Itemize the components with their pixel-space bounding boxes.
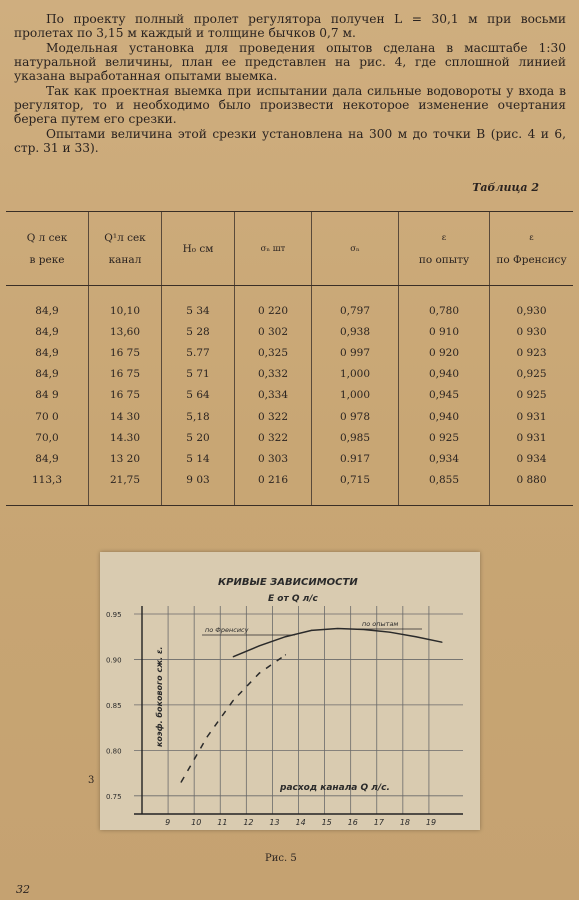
table-cell: 1,000: [312, 364, 399, 385]
table-cell: 14.30: [89, 427, 162, 448]
header-line: канал: [108, 253, 142, 266]
figure-caption: Рис. 5: [265, 853, 297, 864]
table-caption: Таблица 2: [472, 181, 539, 194]
table-cell: 5 71: [162, 364, 235, 385]
data-point: [389, 632, 390, 633]
header-line: ε: [441, 232, 447, 243]
data-point: [207, 736, 208, 737]
table-cell: 0 925: [399, 427, 490, 448]
table-row: [6, 406, 573, 427]
header-line: ε: [529, 232, 534, 243]
table-cell: 0,780: [399, 300, 490, 321]
table-cell: 0 997: [312, 342, 399, 363]
table-cell: 5.77: [162, 342, 235, 363]
table-row: [6, 300, 573, 321]
data-point: [415, 636, 416, 637]
col-header-sigma-sht: [235, 212, 312, 286]
chart-title-line1: КРИВЫЕ ЗАВИСИМОСТИ: [218, 577, 358, 588]
data-point: [233, 656, 234, 657]
table-cell: 84,9: [35, 304, 59, 317]
table-cell: 0 302: [235, 321, 312, 342]
table-cell: 0,925: [490, 364, 574, 385]
table-cell: 0 322: [235, 427, 312, 448]
data-point: [285, 636, 286, 637]
table-cell: 84,9: [35, 325, 59, 338]
col-header-q-canal: [89, 212, 162, 286]
table-cell: 0 978: [312, 406, 399, 427]
table-cell: 0 220: [235, 300, 312, 321]
x-tick-label: 17: [373, 818, 384, 827]
table-cell: 0,930: [490, 300, 574, 321]
table-cell: 70 0: [35, 410, 59, 423]
x-tick-label: 19: [425, 818, 437, 827]
table-cell: 0 910: [399, 321, 490, 342]
table-cell: 0,945: [399, 385, 490, 406]
table-cell: 0 303: [235, 448, 312, 469]
paragraph-4: Опытами величина этой срезки установлена на 300 м до точки B (рис. 4 и 6, стр. 31 и 33).: [14, 127, 566, 156]
header-line: Q¹л сек: [104, 231, 146, 244]
table-cell: 0,940: [399, 364, 490, 385]
y-tick-label: 0.90: [106, 656, 122, 665]
table-cell: 5 20: [162, 427, 235, 448]
table-row: [6, 342, 573, 363]
chart-svg: [100, 552, 480, 830]
table-cell: 5 64: [162, 385, 235, 406]
table-cell: 9 03: [162, 470, 235, 491]
table-cell: 0,940: [399, 406, 490, 427]
table-row: [6, 427, 573, 448]
header-line: по Френсису: [496, 253, 567, 266]
table-spacer: [6, 286, 573, 301]
header-line: σₙ шт: [260, 243, 286, 254]
table-cell: 0,334: [235, 385, 312, 406]
data-point: [441, 642, 442, 643]
data-point: [259, 645, 260, 646]
table-cell: 16 75: [89, 342, 162, 363]
table-cell: 0 930: [490, 321, 574, 342]
x-tick-label: 15: [321, 818, 332, 827]
table-cell: 0 923: [490, 342, 574, 363]
table-cell: 0,855: [399, 470, 490, 491]
table-cell: 14 30: [89, 406, 162, 427]
series-label-experiment: по опытам: [362, 620, 399, 628]
table-cell: 0,938: [312, 321, 399, 342]
header-line: σₙ: [350, 243, 360, 254]
x-tick-label: 14: [295, 818, 306, 827]
table-row: [6, 321, 573, 342]
data-point: [233, 700, 234, 701]
table-cell: 0 934: [490, 448, 574, 469]
table-cell: 0,985: [312, 427, 399, 448]
y-tick-label: 0.75: [106, 792, 122, 801]
x-tick-label: 11: [217, 818, 228, 827]
x-tick-label: 13: [269, 818, 280, 827]
header-line: H₀ см: [182, 242, 214, 255]
data-point: [337, 628, 338, 629]
paragraph-1: По проекту полный пролет регулятора получен L = 30,1 м при восьми пролетах по 3,15 м каждый и толщине бычков 0,7 м.: [14, 12, 566, 41]
figure-photo: [100, 552, 480, 830]
table-row: [6, 364, 573, 385]
col-header-q-river: [6, 212, 89, 286]
table-header-row: [6, 212, 573, 286]
data-point: [259, 672, 260, 673]
table-cell: 0 920: [399, 342, 490, 363]
paragraph-3: Так как проектная выемка при испытании дала сильные водовороты у входа в регулятор, то и необходимо было произвести некоторое изменение очертания берега путем его срезки.: [14, 84, 566, 127]
table-cell: 0,797: [312, 300, 399, 321]
x-tick-label: 9: [165, 818, 171, 827]
chart-title-line2: E от Q л/с: [268, 594, 318, 604]
table-cell: 0.917: [312, 448, 399, 469]
col-header-eps-francis: [490, 212, 574, 286]
series-line: [233, 629, 442, 657]
table-cell: 84 9: [35, 389, 59, 402]
table-cell: 16 75: [89, 364, 162, 385]
data-point: [181, 782, 182, 783]
table-cell: 16 75: [89, 385, 162, 406]
table-cell: 0,715: [312, 470, 399, 491]
table-cell: 5,18: [162, 406, 235, 427]
paragraph-2: Модельная установка для проведения опытов сделана в масштабе 1:30 натуральной величины, план ее представлен на рис. 4, где сплошной линией указана выработанная опытами выемка.: [14, 41, 566, 84]
table-body: [6, 286, 573, 506]
table-cell: 0 925: [490, 385, 574, 406]
table-cell: 84,9: [35, 452, 59, 465]
col-header-h0: [162, 212, 235, 286]
y-tick-label: 0.95: [106, 611, 122, 619]
table-cell: 0 931: [490, 427, 574, 448]
table-cell: 0 216: [235, 470, 312, 491]
header-line: в реке: [29, 253, 65, 266]
x-axis-label: расход канала Q л/с.: [280, 783, 390, 793]
x-tick-label: 12: [243, 818, 254, 827]
header-line: Q л сек: [26, 231, 68, 244]
table-row: [6, 385, 573, 406]
x-tick-label: 10: [191, 818, 202, 827]
col-header-sigma: [312, 212, 399, 286]
x-tick-label: 16: [347, 818, 358, 827]
table-row: [6, 448, 573, 469]
table-cell: 21,75: [89, 470, 162, 491]
table-cell: 5 34: [162, 300, 235, 321]
y-axis-label: коэф. бокового сж. ε.: [155, 646, 164, 747]
table-cell: 0,934: [399, 448, 490, 469]
table-cell: 13,60: [89, 321, 162, 342]
data-point: [311, 630, 312, 631]
col-header-eps-exp: [399, 212, 490, 286]
table-cell: 0 322: [235, 406, 312, 427]
table-cell: 10,10: [89, 300, 162, 321]
table-row: [6, 470, 573, 491]
page-number: 32: [16, 883, 30, 896]
table-cell: 1,000: [312, 385, 399, 406]
margin-mark: 3: [88, 775, 95, 786]
series-line: [181, 655, 285, 782]
header-line: по опыту: [418, 253, 470, 266]
table-cell: 5 14: [162, 448, 235, 469]
x-tick-label: 18: [399, 818, 411, 827]
table-cell: 0 880: [490, 470, 574, 491]
data-point: [285, 654, 286, 655]
table-cell: 0 931: [490, 406, 574, 427]
table-cell: 70,0: [35, 431, 59, 444]
table-spacer: [6, 491, 573, 506]
table-cell: 0,325: [235, 342, 312, 363]
table-cell: 84,9: [35, 346, 59, 359]
table-cell: 84,9: [35, 368, 59, 381]
y-tick-label: 0.80: [106, 747, 122, 756]
table-cell: 13 20: [89, 448, 162, 469]
y-tick-label: 0.85: [106, 701, 122, 710]
series-label-francis: по Френсису: [205, 626, 249, 634]
data-table: [6, 211, 573, 506]
table-cell: 0,332: [235, 364, 312, 385]
table-cell: 113,3: [31, 474, 63, 487]
table-cell: 5 28: [162, 321, 235, 342]
